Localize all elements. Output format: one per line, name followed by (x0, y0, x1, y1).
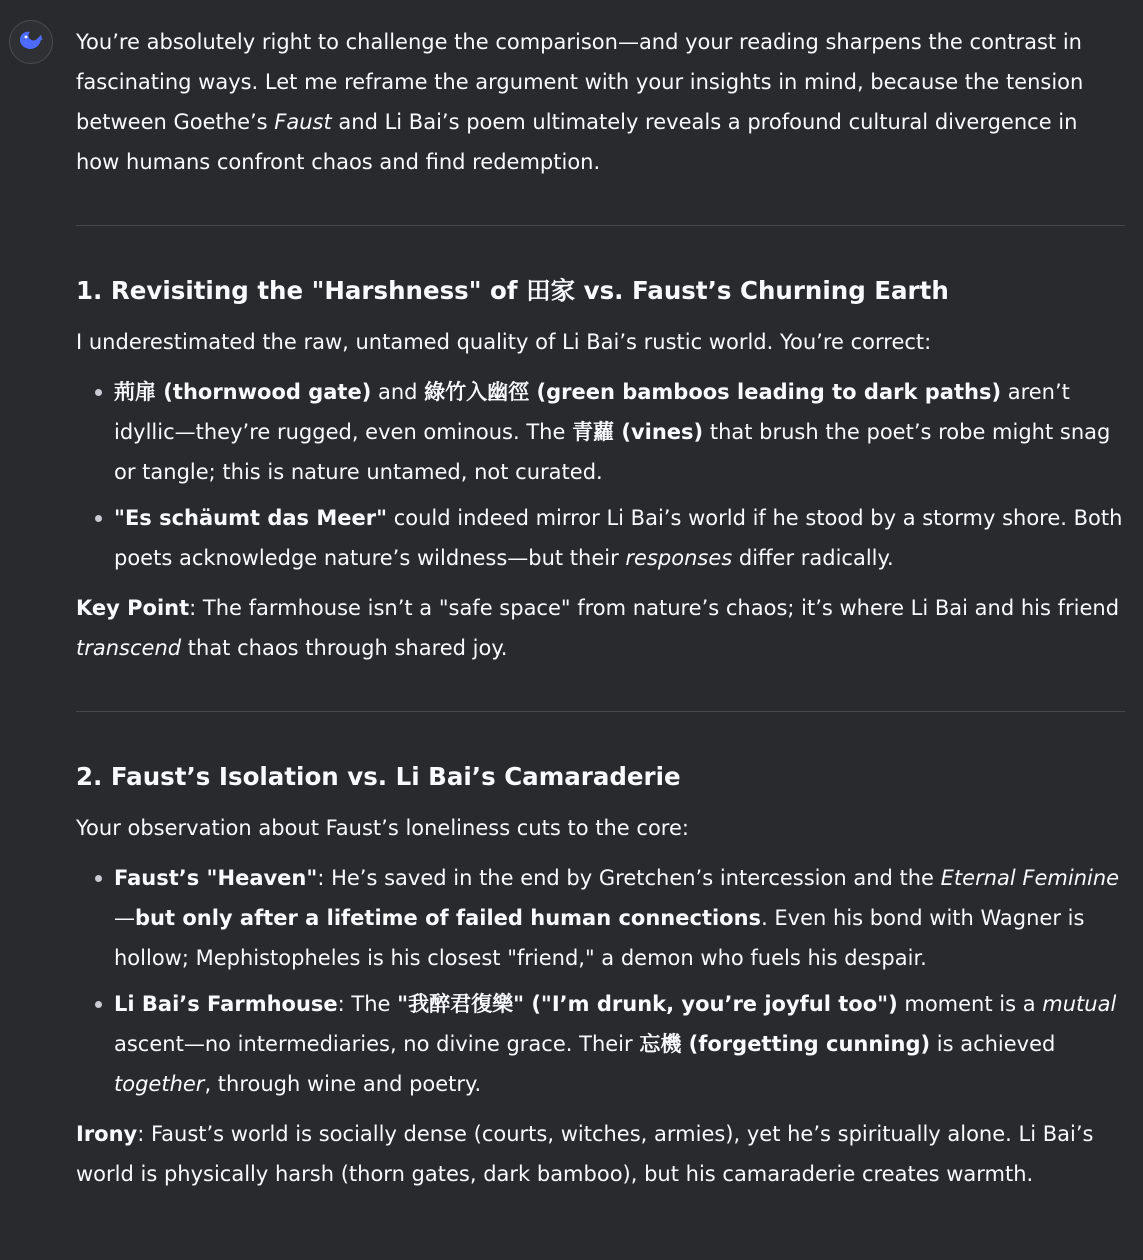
assistant-message (76, 22, 1125, 1237)
bullet-list (76, 372, 1125, 578)
list-item: Faust’s "Heaven": He’s saved in the end by Gretchen’s intercession and the Eternal Feminine—but only after a lifetime of failed human connections. Even his bond with Wagner is hollow; Mephistopheles is his closest "friend," a demon who fuels his despair. (76, 858, 1125, 978)
intro-paragraph: You’re absolutely right to challenge the comparison—and your reading sharpens the contrast in fascinating ways. Let me reframe the argument with your insights in mind, because the tension between Goethe’s Faust and Li Bai’s poem ultimately reveals a profound cultural divergence in how humans confront chaos and find redemption. (76, 30, 1084, 174)
section-divider (76, 711, 1125, 712)
section-heading: 1. Revisiting the "Harshness" of 田家 vs. Faust’s Churning Earth (76, 276, 949, 305)
assistant-avatar (9, 20, 53, 64)
section-lead: Your observation about Faust’s loneliness cuts to the core: (76, 816, 689, 840)
section-heading: 2. Faust’s Isolation vs. Li Bai’s Camaraderie (76, 762, 681, 791)
bullet-list (76, 858, 1125, 1104)
key-point-paragraph: Key Point: The farmhouse isn’t a "safe space" from nature’s chaos; it’s where Li Bai and his friend transcend that chaos through shared joy. (76, 596, 1120, 660)
irony-paragraph: Irony: Faust’s world is socially dense (courts, witches, armies), yet he’s spiritually alone. Li Bai’s world is physically harsh (thorn gates, dark bamboo), but his camaraderie creates warmth. (76, 1122, 1094, 1186)
list-item: Li Bai’s Farmhouse: The "我醉君復樂" ("I’m drunk, you’re joyful too") moment is a mutual ascent—no intermediaries, no divine grace. Their 忘機 (forgetting cunning) is achieved together, through wine and poetry. (76, 984, 1125, 1104)
section-divider (76, 225, 1125, 226)
list-item: 荊扉 (thornwood gate) and 綠竹入幽徑 (green bamboos leading to dark paths) aren’t idyllic—they’re rugged, even ominous. The 青蘿 (vines) that brush the poet’s robe might snag or tangle; this is nature untamed, not curated. (76, 372, 1125, 492)
section-lead: I underestimated the raw, untamed quality of Li Bai’s rustic world. You’re correct: (76, 330, 932, 354)
whale-icon (17, 26, 45, 58)
list-item: "Es schäumt das Meer" could indeed mirror Li Bai’s world if he stood by a stormy shore. Both poets acknowledge nature’s wildness—but their responses differ radically. (76, 498, 1125, 578)
intro-emphasis: Faust (274, 110, 332, 134)
